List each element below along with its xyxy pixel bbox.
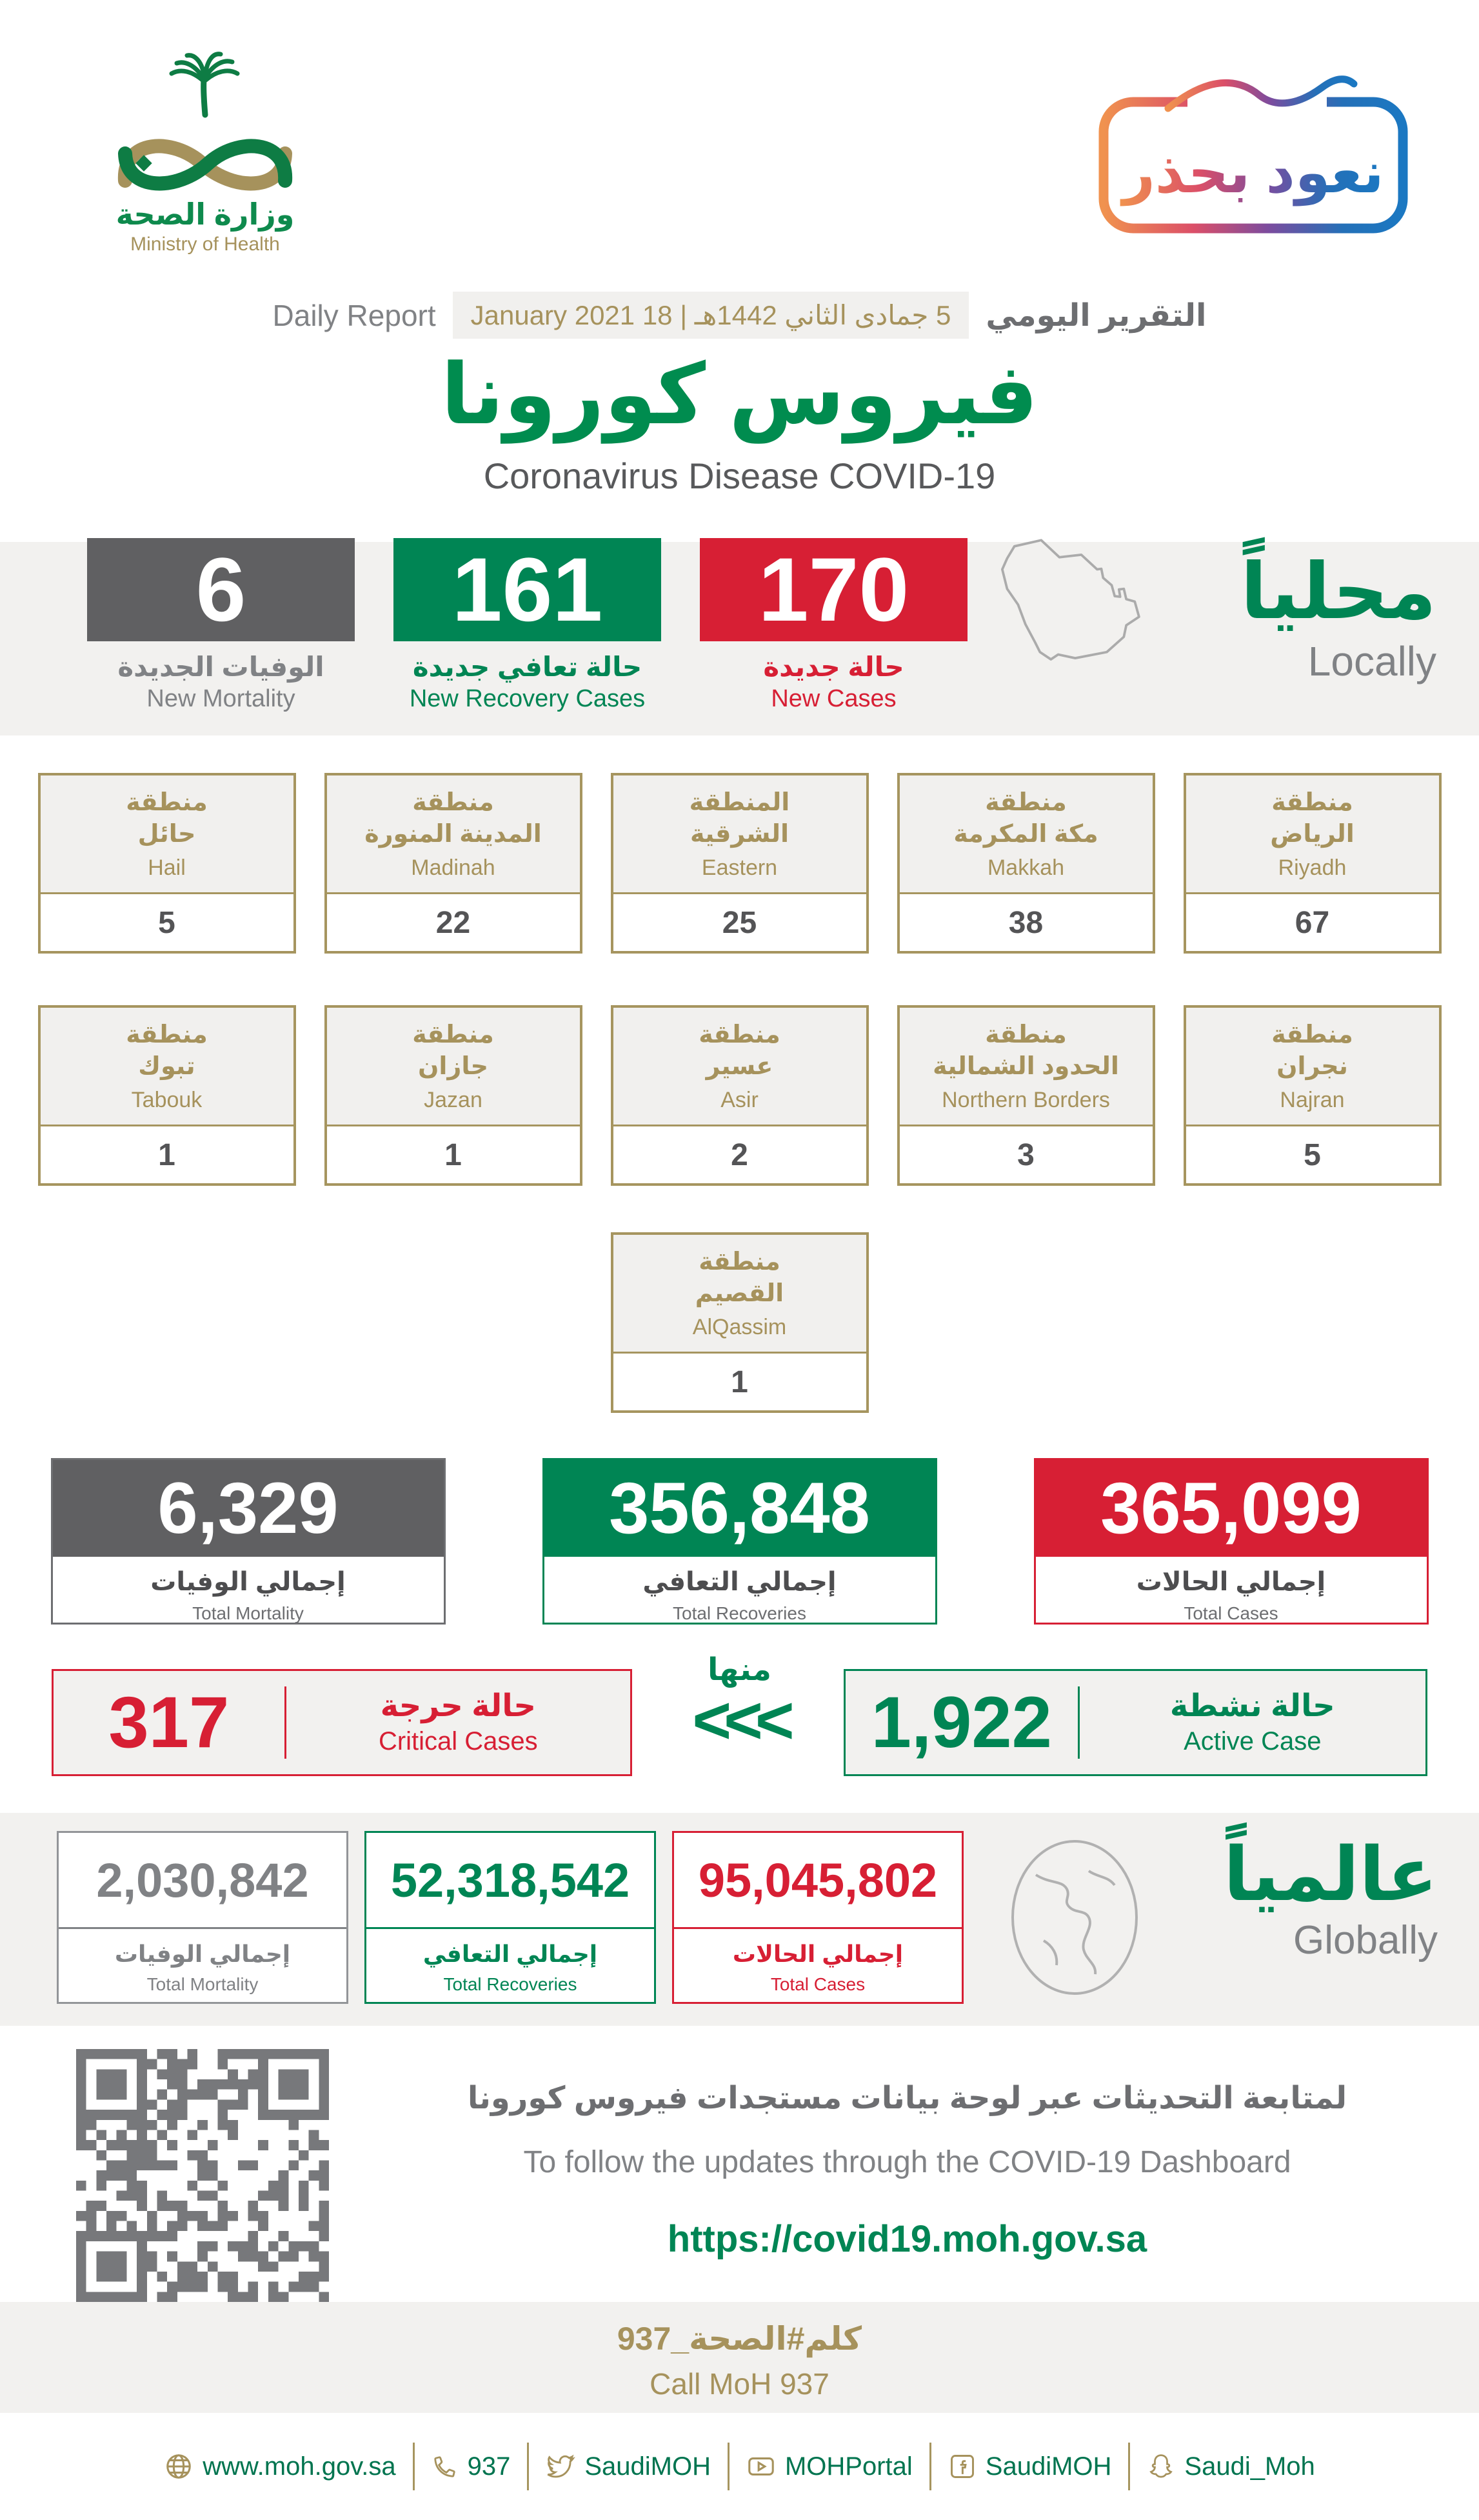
region-card-tabouk bbox=[38, 1005, 296, 1186]
region-ar-line2: نجران bbox=[1276, 1053, 1348, 1080]
phone-icon bbox=[432, 2453, 459, 2480]
region-en: Jazan bbox=[424, 1088, 482, 1113]
facebook-icon bbox=[948, 2452, 977, 2481]
locally-heading-en: Locally bbox=[1307, 638, 1436, 685]
total-cases-card bbox=[1034, 1458, 1429, 1625]
total-mortality-label-en: Total Mortality bbox=[192, 1603, 304, 1623]
global-recoveries-card bbox=[364, 1831, 656, 2004]
total-recoveries-label-ar: إجمالي التعافي bbox=[642, 1568, 837, 1596]
regions-row-1 bbox=[0, 773, 1479, 954]
new-recovery-box: 161 bbox=[393, 538, 661, 641]
globally-heading-en: Globally bbox=[1293, 1918, 1438, 1963]
region-ar-line1: منطقة bbox=[1271, 788, 1353, 816]
active-cases-label-ar: حالة نشطة bbox=[1169, 1688, 1335, 1723]
region-ar-line2: الحدود الشمالية bbox=[933, 1053, 1119, 1080]
logo-name-en: Ministry of Health bbox=[130, 234, 280, 255]
region-card-najran bbox=[1184, 1005, 1442, 1186]
chevrons-left-icon: <<< bbox=[692, 1683, 787, 1758]
call-moh-hashtag-ar: كلم#الصحة_937 bbox=[617, 2321, 862, 2357]
global-cases-card bbox=[672, 1831, 964, 2004]
qr-code bbox=[76, 2049, 329, 2302]
locally-section bbox=[0, 539, 1479, 735]
region-en: Hail bbox=[148, 855, 186, 881]
active-cases-value: 1,922 bbox=[871, 1682, 1052, 1763]
total-cases-label-ar: إجمالي الحالات bbox=[1136, 1568, 1326, 1596]
region-en: Riyadh bbox=[1278, 855, 1347, 881]
region-value: 38 bbox=[1008, 906, 1044, 940]
footer-link-label: SaudiMOH bbox=[584, 2452, 711, 2481]
total-recoveries-label-en: Total Recoveries bbox=[673, 1603, 806, 1623]
new-cases-label-ar: حالة جديدة bbox=[763, 652, 904, 682]
logo-name-ar: وزارة الصحة bbox=[115, 197, 295, 231]
critical-cases-label-ar: حالة حرجة bbox=[380, 1688, 536, 1723]
footer-link-label: 937 bbox=[467, 2452, 511, 2481]
global-recoveries-label-en: Total Recoveries bbox=[443, 1974, 577, 1994]
region-card-northern-borders bbox=[897, 1005, 1155, 1186]
global-recoveries-label-ar: إجمالي التعافي bbox=[422, 1941, 598, 1967]
total-cases-value: 365,099 bbox=[1036, 1460, 1427, 1557]
region-en: Northern Borders bbox=[942, 1088, 1110, 1113]
local-totals-section bbox=[0, 1458, 1479, 1652]
total-mortality-label-ar: إجمالي الوفيات bbox=[150, 1568, 346, 1596]
moh-logo-icon bbox=[83, 31, 328, 257]
region-ar-line2: المدينة المنورة bbox=[364, 821, 542, 848]
footer-link-label: Saudi_Moh bbox=[1184, 2452, 1315, 2481]
dashboard-section bbox=[0, 2026, 1479, 2302]
call-moh-section bbox=[0, 2302, 1479, 2413]
region-card-hail bbox=[38, 773, 296, 954]
footer-link-label: SaudiMOH bbox=[985, 2452, 1112, 2481]
active-cases-label-en: Active Case bbox=[1184, 1727, 1322, 1756]
total-mortality-card bbox=[51, 1458, 446, 1625]
global-mortality-label-ar: إجمالي الوفيات bbox=[114, 1941, 291, 1967]
region-card-riyadh bbox=[1184, 773, 1442, 954]
region-ar-line2: جازان bbox=[417, 1053, 488, 1080]
locally-heading bbox=[1240, 547, 1436, 685]
region-ar-line2: الشرقية bbox=[690, 821, 789, 848]
header bbox=[0, 0, 1479, 542]
active-cases-card bbox=[844, 1669, 1427, 1776]
region-ar-line1: منطقة bbox=[126, 1021, 208, 1048]
region-value: 5 bbox=[1304, 1138, 1321, 1172]
regions-section bbox=[0, 735, 1479, 1458]
footer-link-facebook[interactable] bbox=[948, 2452, 1112, 2481]
region-card-jazan bbox=[324, 1005, 582, 1186]
region-ar-line2: حائل bbox=[137, 821, 196, 848]
report-date: 5 جمادى الثاني 1442هـ | 18 January 2021 bbox=[453, 292, 969, 339]
divider bbox=[413, 2443, 415, 2490]
regions-row-2 bbox=[0, 1005, 1479, 1186]
globally-heading bbox=[1224, 1832, 1438, 1963]
globe-icon bbox=[998, 1837, 1152, 2000]
youtube-icon bbox=[746, 2452, 776, 2481]
region-ar-line1: المنطقة bbox=[689, 788, 790, 816]
region-card-madinah bbox=[324, 773, 582, 954]
region-ar-line2: القصيم bbox=[695, 1280, 784, 1307]
region-value: 25 bbox=[722, 906, 757, 940]
footer-link-phone[interactable] bbox=[432, 2452, 511, 2481]
of-which-connector bbox=[692, 1652, 787, 1758]
region-value: 3 bbox=[1017, 1138, 1035, 1172]
region-ar-line2: الرياض bbox=[1270, 821, 1355, 848]
new-cases-labels bbox=[700, 652, 968, 714]
page-title-ar: فيروس كورونا bbox=[441, 347, 1038, 441]
region-ar-line2: عسير bbox=[706, 1053, 773, 1080]
footer-links bbox=[0, 2413, 1479, 2520]
badge-text: نعود بحذر bbox=[1122, 141, 1384, 205]
global-mortality-card bbox=[57, 1831, 348, 2004]
globe-icon bbox=[164, 2452, 194, 2481]
region-value: 1 bbox=[731, 1365, 748, 1399]
region-value: 1 bbox=[158, 1138, 175, 1172]
new-recovery-labels bbox=[393, 652, 661, 714]
divider bbox=[527, 2443, 529, 2490]
divider bbox=[728, 2443, 730, 2490]
region-card-eastern bbox=[611, 773, 869, 954]
region-ar-line1: منطقة bbox=[699, 1021, 780, 1048]
region-value: 5 bbox=[158, 906, 175, 940]
divider bbox=[1128, 2443, 1130, 2490]
total-cases-label-en: Total Cases bbox=[1184, 1603, 1278, 1623]
footer-link-twitter[interactable] bbox=[546, 2452, 711, 2481]
regions-row-3 bbox=[0, 1232, 1479, 1413]
region-en: AlQassim bbox=[692, 1315, 787, 1340]
region-value: 2 bbox=[731, 1138, 748, 1172]
region-card-asir bbox=[611, 1005, 869, 1186]
global-cases-value: 95,045,802 bbox=[674, 1833, 962, 1929]
global-mortality-value: 2,030,842 bbox=[59, 1833, 346, 1929]
new-cases-label-en: New Cases bbox=[771, 685, 897, 713]
new-recovery-label-en: New Recovery Cases bbox=[409, 685, 646, 713]
new-mortality-labels bbox=[87, 652, 355, 714]
snapchat-icon bbox=[1147, 2452, 1175, 2481]
new-mortality-label-ar: الوفيات الجديدة bbox=[117, 652, 324, 682]
breakdown-section bbox=[0, 1652, 1479, 1813]
footer-link-snapchat[interactable] bbox=[1147, 2452, 1315, 2481]
total-mortality-value: 6,329 bbox=[53, 1460, 444, 1557]
region-ar-line1: منطقة bbox=[1271, 1021, 1353, 1048]
critical-cases-label-en: Critical Cases bbox=[378, 1727, 538, 1756]
region-en: Asir bbox=[720, 1088, 759, 1113]
region-en: Najran bbox=[1280, 1088, 1345, 1113]
daily-report-label-en: Daily Report bbox=[272, 298, 436, 332]
new-cases-box: 170 bbox=[700, 538, 968, 641]
region-card-alqassim bbox=[611, 1232, 869, 1413]
footer-link-label: MOHPortal bbox=[784, 2452, 913, 2481]
locally-heading-ar: محلياً bbox=[1240, 548, 1436, 635]
report-title-line bbox=[0, 292, 1479, 339]
globally-heading-ar: عالمياً bbox=[1223, 1834, 1438, 1916]
call-moh-label-en: Call MoH 937 bbox=[650, 2367, 829, 2401]
globally-section bbox=[0, 1813, 1479, 2026]
critical-cases-value: 317 bbox=[108, 1682, 230, 1763]
divider bbox=[929, 2443, 931, 2490]
global-cases-label-en: Total Cases bbox=[770, 1974, 866, 1994]
global-recoveries-value: 52,318,542 bbox=[366, 1833, 654, 1929]
dashboard-line-ar: لمتابعة التحديثات عبر لوحة بيانات مستجدات فيروس كورونا bbox=[467, 2081, 1347, 2115]
daily-report-label-ar: التقرير اليومي bbox=[986, 298, 1207, 333]
saudi-arabia-map-icon bbox=[964, 533, 1164, 691]
region-card-makkah bbox=[897, 773, 1155, 954]
region-en: Makkah bbox=[987, 855, 1065, 881]
total-recoveries-value: 356,848 bbox=[544, 1460, 935, 1557]
new-mortality-box: 6 bbox=[87, 538, 355, 641]
region-en: Eastern bbox=[701, 855, 778, 881]
of-which-label-ar: منها bbox=[707, 1653, 772, 1687]
region-value: 1 bbox=[444, 1138, 462, 1172]
region-value: 22 bbox=[435, 906, 471, 940]
new-mortality-label-en: New Mortality bbox=[146, 685, 295, 713]
region-ar-line2: تبوك bbox=[138, 1053, 195, 1080]
twitter-icon bbox=[546, 2452, 575, 2481]
global-mortality-label-en: Total Mortality bbox=[146, 1974, 259, 1994]
total-recoveries-card bbox=[542, 1458, 937, 1625]
region-ar-line1: منطقة bbox=[412, 788, 494, 816]
global-cases-label-ar: إجمالي الحالات bbox=[732, 1941, 904, 1967]
region-ar-line1: منطقة bbox=[985, 788, 1067, 816]
return-with-caution-badge bbox=[1092, 58, 1414, 252]
footer-link-label: www.moh.gov.sa bbox=[203, 2452, 396, 2481]
region-ar-line1: منطقة bbox=[699, 1248, 780, 1275]
footer-link-youtube[interactable] bbox=[746, 2452, 913, 2481]
region-ar-line1: منطقة bbox=[985, 1021, 1067, 1048]
region-ar-line1: منطقة bbox=[412, 1021, 494, 1048]
region-value: 67 bbox=[1295, 906, 1330, 940]
critical-cases-card bbox=[52, 1669, 632, 1776]
region-en: Tabouk bbox=[131, 1088, 203, 1113]
footer-link-website[interactable] bbox=[164, 2452, 395, 2481]
page-title-en: Coronavirus Disease COVID-19 bbox=[483, 455, 996, 496]
dashboard-line-en: To follow the updates through the COVID-19 Dashboard bbox=[523, 2145, 1291, 2179]
region-ar-line1: منطقة bbox=[126, 788, 208, 816]
new-recovery-label-ar: حالة تعافي جديدة bbox=[412, 652, 642, 682]
region-en: Madinah bbox=[411, 855, 495, 881]
dashboard-url-link[interactable]: https://covid19.moh.gov.sa bbox=[667, 2218, 1147, 2260]
region-ar-line2: مكة المكرمة bbox=[953, 821, 1098, 848]
